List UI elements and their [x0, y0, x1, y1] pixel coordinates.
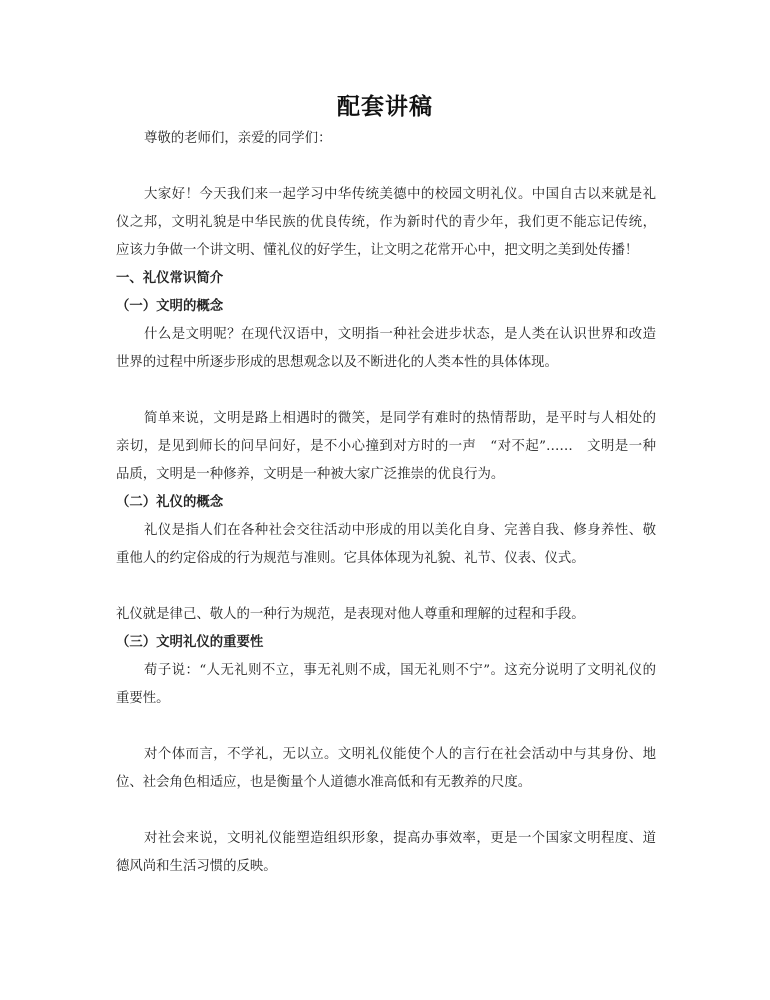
intro-line-2: 仪之邦，文明礼貌是中华民族的优良传统，作为新时代的青少年，我们更不能忘记传统， [116, 215, 656, 230]
intro-line-3: 应该力争做一个讲文明、懂礼仪的好学生，让文明之花常开心中，把文明之美到处传播！ [116, 243, 639, 258]
sub1-para2-line-3: 品质，文明是一种修养，文明是一种被大家广泛推崇的优良行为。 [116, 467, 505, 482]
sub3-para2-line-1: 对个体而言，不学礼，无以立。文明礼仪能使个人的言行在社会活动中与其身份、地 [144, 747, 656, 762]
sub3-para3-line-2: 德风尚和生活习惯的反映。 [116, 859, 277, 874]
greeting: 尊敬的老师们，亲爱的同学们： [144, 131, 332, 146]
sub3-para1-line-1: 荀子说：“人无礼则不立，事无礼则不成，国无礼则不宁”。这充分说明了文明礼仪的 [144, 663, 656, 678]
sub3-para1-line-2: 重要性。 [116, 691, 170, 706]
sub2-para1-line-1: 礼仪是指人们在各种社会交往活动中形成的用以美化自身、完善自我、修身养性、敬 [144, 523, 656, 538]
sub1-para2-line-1: 简单来说，文明是路上相遇时的微笑，是同学有难时的热情帮助，是平时与人相处的 [144, 411, 656, 426]
subsection-heading-2: （二）礼仪的概念 [116, 494, 224, 510]
sub1-para1-line-2: 世界的过程中所逐步形成的思想观念以及不断进化的人类本性的具体体现。 [116, 355, 558, 370]
section-heading-1: 一、礼仪常识简介 [116, 270, 224, 286]
page-title: 配套讲稿 [337, 93, 433, 120]
sub1-para2-line-2: 亲切，是见到师长的问早问好，是不小心撞到对方时的一声 “对不起”…… 文明是一种 [116, 439, 656, 454]
sub1-para1-line-1: 什么是文明呢？在现代汉语中，文明指一种社会进步状态，是人类在认识世界和改造 [144, 327, 656, 342]
sub3-para3-line-1: 对社会来说，文明礼仪能塑造组织形象，提高办事效率，更是一个国家文明程度、道 [144, 831, 656, 846]
sub2-para1-line-2: 重他人的约定俗成的行为规范与准则。它具体体现为礼貌、礼节、仪表、仪式。 [116, 551, 585, 566]
sub2-para2: 礼仪就是律己、敬人的一种行为规范，是表现对他人尊重和理解的过程和手段。 [116, 607, 585, 622]
sub3-para2-line-2: 位、社会角色相适应，也是衡量个人道德水准高低和有无教养的尺度。 [116, 775, 532, 790]
subsection-heading-1: （一）文明的概念 [116, 298, 224, 314]
intro-line-1: 大家好！今天我们来一起学习中华传统美德中的校园文明礼仪。中国自古以来就是礼 [144, 187, 656, 202]
subsection-heading-3: （三）文明礼仪的重要性 [116, 634, 264, 650]
